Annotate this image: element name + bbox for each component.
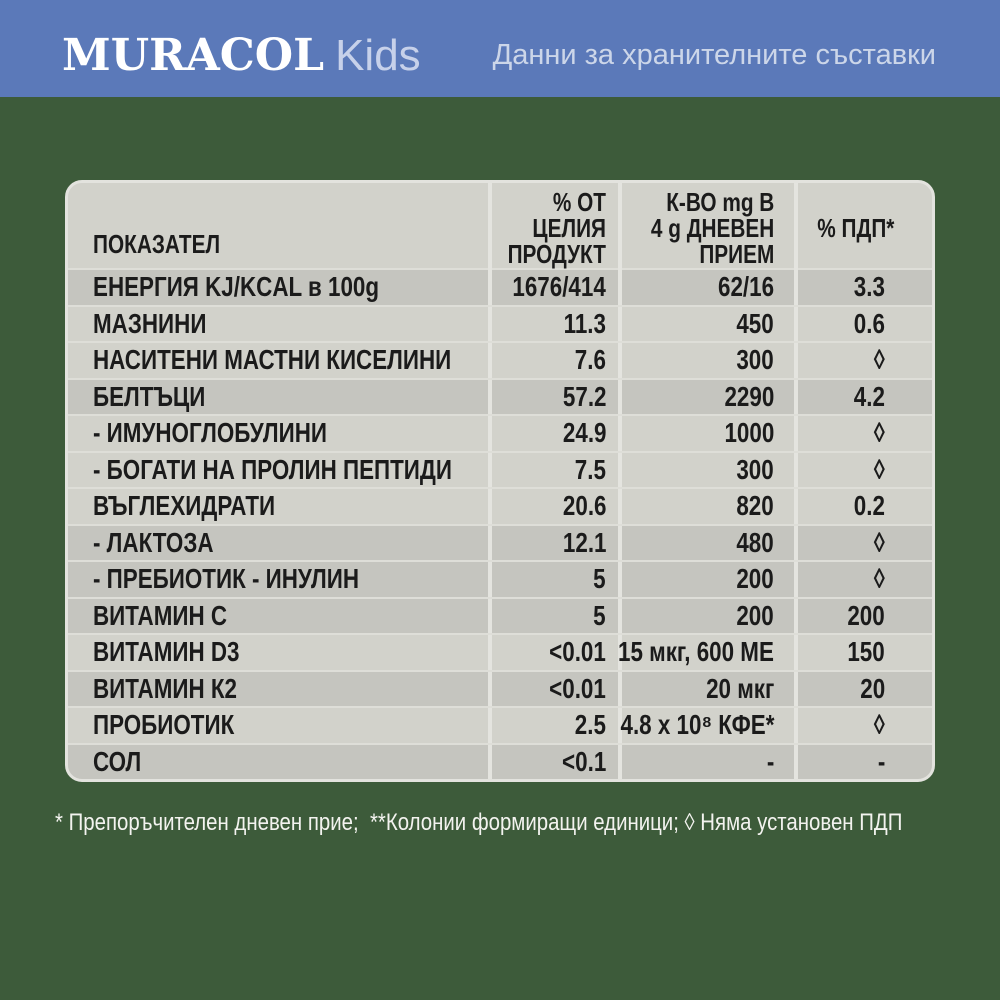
cell-amount-per-dose: 200 (622, 599, 798, 634)
cell-pct-pdp: ◊ (873, 453, 885, 485)
table-row (68, 451, 932, 488)
cell-pct-of-product: 7.5 (492, 453, 622, 488)
cell-indicator: ВЪГЛЕХИДРАТИ (68, 489, 492, 524)
cell-pct-of-product: 12.1 (492, 526, 622, 561)
cell-pct-of-product: 2.5 (492, 708, 622, 743)
cell-amount-per-dose: 450 (622, 307, 798, 342)
footnote-text: * Препоръчителен дневен прие; **Колонии формиращи единици; ◊ Няма установен ПДП (55, 809, 903, 836)
cell-amount-per-dose: 200 (622, 562, 798, 597)
cell-pct-of-product: <0.01 (492, 635, 622, 670)
cell-pct-pdp: 0.2 (853, 490, 885, 522)
cell-indicator: БЕЛТЪЦИ (68, 380, 492, 415)
cell-pct-pdp: 4.2 (853, 380, 885, 412)
cell-pct-of-product: 1676/414 (492, 270, 622, 305)
cell-amount-per-dose: - (622, 745, 798, 780)
cell-amount-per-dose: 4.8 x 10⁸ КФЕ* (622, 708, 798, 743)
table-row (68, 378, 932, 415)
brand-name: MURACOL (62, 30, 325, 81)
table-header-row (68, 183, 932, 268)
table-body (68, 268, 932, 779)
cell-pct-pdp: 200 (847, 599, 885, 631)
brand-logo (62, 30, 421, 81)
cell-indicator: ВИТАМИН C (68, 599, 492, 634)
cell-indicator: - ПРЕБИОТИК - ИНУЛИН (68, 562, 492, 597)
table-row (68, 597, 932, 634)
table-row (68, 560, 932, 597)
table-row (68, 414, 932, 451)
cell-pct-of-product: 7.6 (492, 343, 622, 378)
header-subtitle: Данни за хранителните съставки (492, 39, 936, 71)
cell-pct-of-product: 24.9 (492, 416, 622, 451)
nutrition-table (65, 180, 935, 782)
column-header-amount-per-dose: К-ВО mg В 4 g ДНЕВЕН ПРИЕМ (622, 183, 798, 272)
cell-indicator: НАСИТЕНИ МАСТНИ КИСЕЛИНИ (68, 343, 492, 378)
cell-pct-pdp: 3.3 (853, 271, 885, 303)
table-row (68, 305, 932, 342)
cell-amount-per-dose: 2290 (622, 380, 798, 415)
cell-indicator: ЕНЕРГИЯ KJ/KCAL в 100g (68, 270, 492, 305)
cell-pct-of-product: 5 (492, 599, 622, 634)
table-row (68, 487, 932, 524)
cell-indicator: ВИТАМИН К2 (68, 672, 492, 707)
cell-amount-per-dose: 62/16 (622, 270, 798, 305)
cell-pct-of-product: <0.01 (492, 672, 622, 707)
cell-indicator: ВИТАМИН D3 (68, 635, 492, 670)
brand-variant: Kids (335, 31, 421, 80)
cell-pct-pdp: ◊ (873, 563, 885, 595)
cell-pct-of-product: 11.3 (492, 307, 622, 342)
table-row (68, 743, 932, 780)
footnote (55, 809, 1000, 837)
cell-pct-pdp: - (877, 745, 885, 777)
column-header-indicator: ПОКАЗАТЕЛ (68, 183, 492, 272)
cell-pct-of-product: 20.6 (492, 489, 622, 524)
table-row (68, 706, 932, 743)
table-row (68, 633, 932, 670)
cell-amount-per-dose: 480 (622, 526, 798, 561)
cell-indicator: СОЛ (68, 745, 492, 780)
cell-pct-pdp: 150 (847, 636, 885, 668)
cell-pct-pdp: ◊ (873, 344, 885, 376)
cell-indicator: МАЗНИНИ (68, 307, 492, 342)
cell-pct-pdp: ◊ (873, 417, 885, 449)
cell-indicator: - БОГАТИ НА ПРОЛИН ПЕПТИДИ (68, 453, 492, 488)
cell-pct-of-product: 57.2 (492, 380, 622, 415)
cell-amount-per-dose: 300 (622, 453, 798, 488)
cell-indicator: ПРОБИОТИК (68, 708, 492, 743)
cell-pct-pdp: ◊ (873, 526, 885, 558)
column-header-pct-of-product: % ОТ ЦЕЛИЯ ПРОДУКТ (492, 183, 622, 272)
cell-amount-per-dose: 1000 (622, 416, 798, 451)
table-row (68, 341, 932, 378)
brand-header (0, 0, 1000, 97)
table-row (68, 524, 932, 561)
cell-pct-of-product: <0.1 (492, 745, 622, 780)
cell-pct-pdp: 0.6 (853, 307, 885, 339)
column-header-pct-pdp: % ПДП* (817, 212, 895, 243)
cell-pct-pdp: ◊ (873, 709, 885, 741)
cell-amount-per-dose: 820 (622, 489, 798, 524)
cell-pct-pdp: 20 (860, 672, 885, 704)
cell-indicator: - ИМУНОГЛОБУЛИНИ (68, 416, 492, 451)
table-row (68, 670, 932, 707)
cell-amount-per-dose: 300 (622, 343, 798, 378)
cell-indicator: - ЛАКТОЗА (68, 526, 492, 561)
cell-amount-per-dose: 15 мкг, 600 МЕ (622, 635, 798, 670)
cell-pct-of-product: 5 (492, 562, 622, 597)
label-body (0, 180, 1000, 837)
cell-amount-per-dose: 20 мкг (622, 672, 798, 707)
table-row (68, 268, 932, 305)
